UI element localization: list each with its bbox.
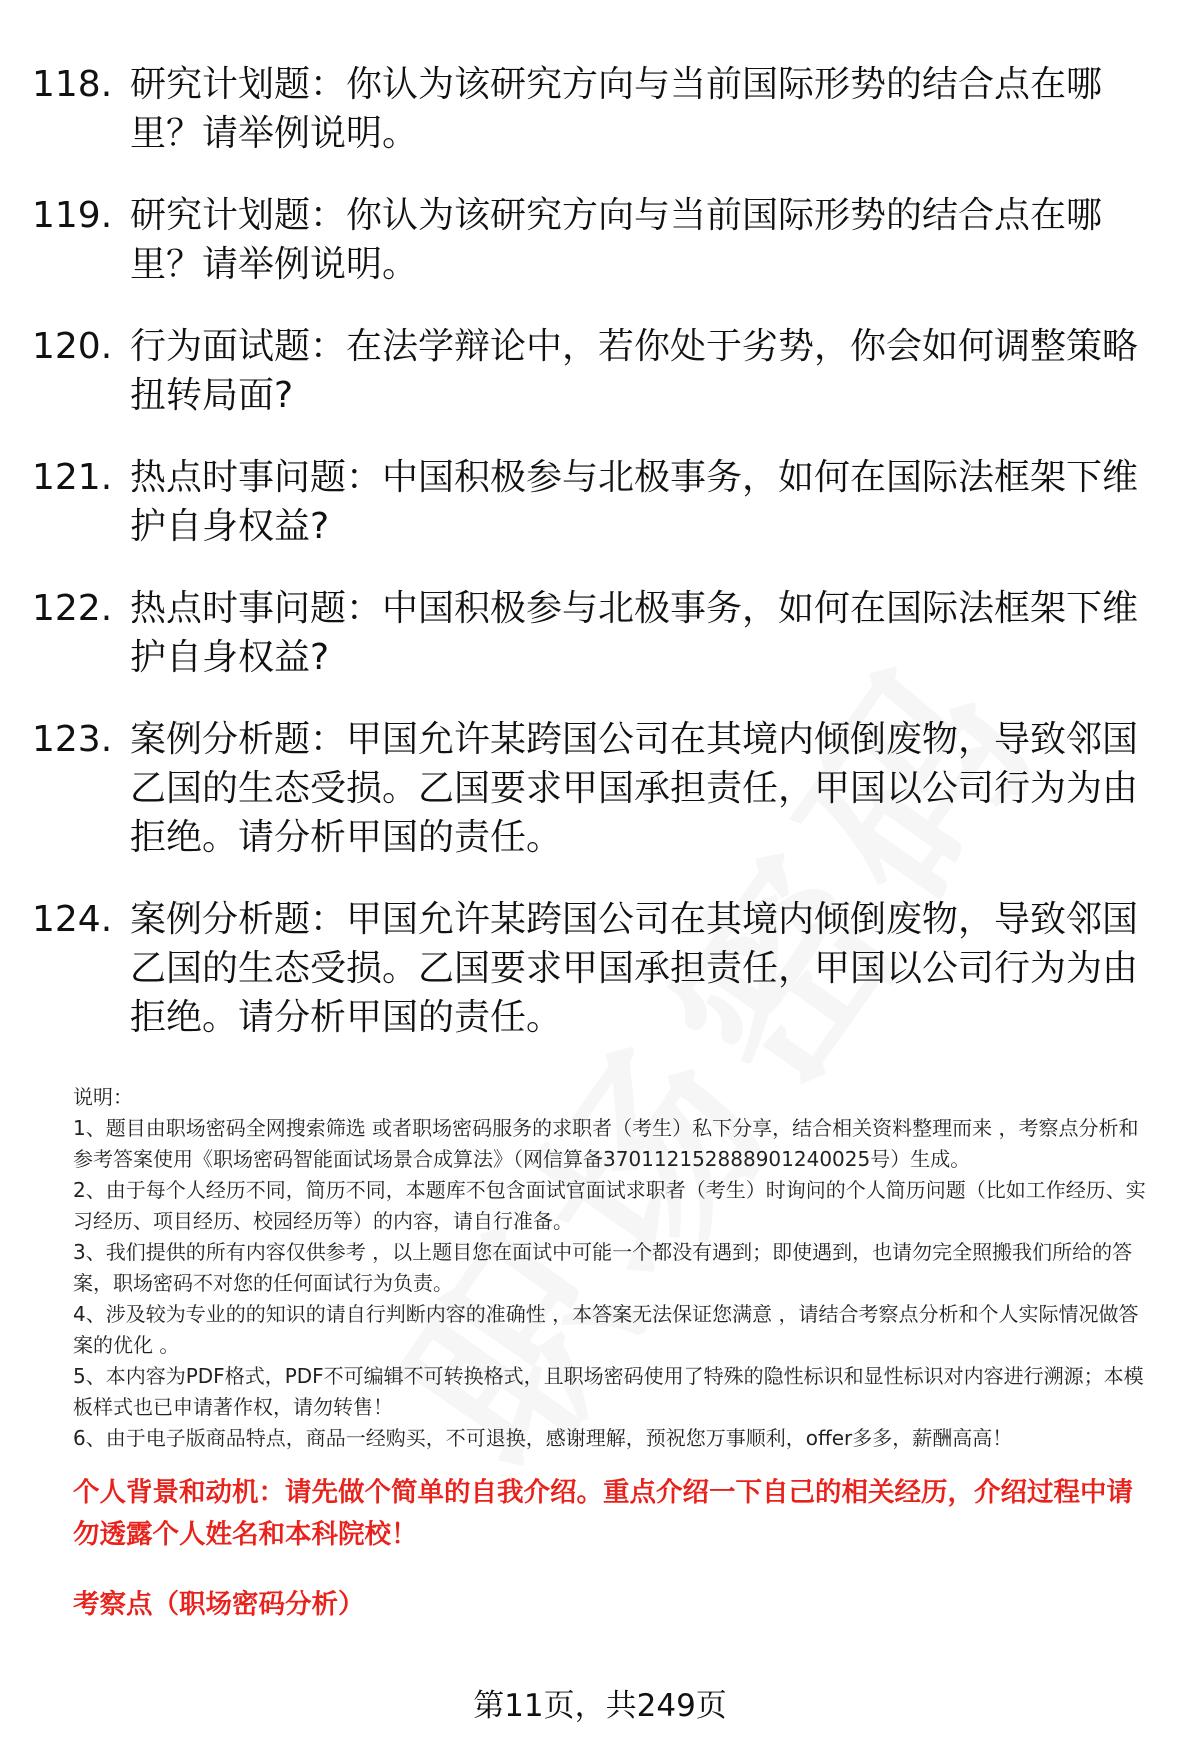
note-item: 3、我们提供的所有内容仅供参考 ，以上题目您在面试中可能一个都没有遇到；即使遇到，也请勿完全照搬我们所给的答案，职场密码不对您的任何面试行为负责。	[73, 1240, 1133, 1295]
analysis-heading: 考察点（职场密码分析）	[73, 1589, 365, 1620]
question-item	[32, 715, 1142, 862]
notes-heading: 说明：	[73, 1085, 133, 1109]
question-number: 123.	[32, 719, 113, 760]
page-number: 第11页，共249页	[473, 1688, 727, 1724]
question-number: 124.	[32, 899, 113, 940]
note-item: 5、本内容为PDF格式，PDF不可编辑不可转换格式，且职场密码使用了特殊的隐性标识和显性标识对内容进行溯源；本模板样式也已申请著作权，请勿转售！	[73, 1364, 1144, 1419]
question-item	[32, 584, 1142, 682]
question-text: 研究计划题：你认为该研究方向与当前国际形势的结合点在哪里？请举例说明。	[130, 195, 1103, 285]
note-item: 4、涉及较为专业的的知识的请自行判断内容的准确性 ，本答案无法保证您满意 ，请结合考察点分析和个人实际情况做答案的优化 。	[73, 1302, 1139, 1357]
note-item: 6、由于电子版商品特点，商品一经购买，不可退换，感谢理解，预祝您万事顺利，offer多多，薪酬高高！	[73, 1426, 1013, 1450]
note-item: 1、题目由职场密码全网搜索筛选 或者职场密码服务的求职者（考生）私下分享，结合相关资料整理而来 ，考察点分析和参考答案使用《职场密码智能面试场景合成算法》（网信算备370112152888901240025号）生成。	[73, 1116, 1139, 1171]
question-text: 研究计划题：你认为该研究方向与当前国际形势的结合点在哪里？请举例说明。	[130, 64, 1103, 154]
disclaimer-notes	[73, 1082, 1158, 1454]
note-item: 2、由于每个人经历不同，简历不同，本题库不包含面试官面试求职者（考生）时询问的个人简历问题（比如工作经历、实习经历、项目经历、校园经历等）的内容，请自行准备。	[73, 1178, 1146, 1233]
question-item	[32, 191, 1142, 289]
question-item	[32, 453, 1142, 551]
question-text: 热点时事问题：中国积极参与北极事务，如何在国际法框架下维护自身权益?	[130, 588, 1139, 678]
question-text: 热点时事问题：中国积极参与北极事务，如何在国际法框架下维护自身权益?	[130, 457, 1139, 547]
question-item	[32, 322, 1142, 420]
intro-prompt: 个人背景和动机：请先做个简单的自我介绍。重点介绍一下自己的相关经历，介绍过程中请勿透露个人姓名和本科院校！	[73, 1477, 1133, 1550]
question-text: 案例分析题：甲国允许某跨国公司在其境内倾倒废物，导致邻国乙国的生态受损。乙国要求甲国承担责任，甲国以公司行为为由拒绝。请分析甲国的责任。	[130, 719, 1139, 858]
question-number: 118.	[32, 64, 113, 105]
question-text: 行为面试题：在法学辩论中，若你处于劣势，你会如何调整策略扭转局面?	[130, 326, 1139, 416]
question-number: 121.	[32, 457, 113, 498]
question-number: 119.	[32, 195, 113, 236]
question-text: 案例分析题：甲国允许某跨国公司在其境内倾倒废物，导致邻国乙国的生态受损。乙国要求甲国承担责任，甲国以公司行为为由拒绝。请分析甲国的责任。	[130, 899, 1139, 1038]
question-item	[32, 60, 1142, 158]
question-item	[32, 895, 1142, 1042]
question-number: 120.	[32, 326, 113, 367]
intro-section	[73, 1472, 1158, 1626]
question-list	[32, 60, 1142, 1075]
question-number: 122.	[32, 588, 113, 629]
